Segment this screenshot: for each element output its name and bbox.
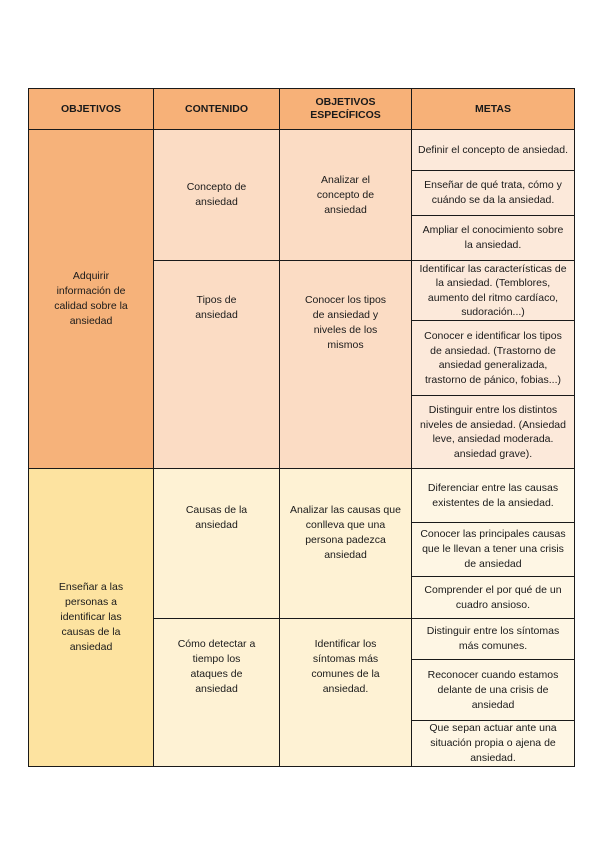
specific-objective-cell: Analizar las causas que conlleva que una persona padezca ansiedad xyxy=(279,468,412,619)
specific-objective-cell: Identificar los síntomas más comunes de la ansiedad. xyxy=(279,618,412,767)
goal-cell: Diferenciar entre las causas existentes de la ansiedad. xyxy=(411,468,575,523)
header-metas: METAS xyxy=(411,88,575,130)
goal-cell: Ampliar el conocimiento sobre la ansiedad. xyxy=(411,215,575,261)
header-objetivos-especificos: OBJETIVOS ESPECÍFICOS xyxy=(279,88,412,130)
content-cell: Causas de la ansiedad xyxy=(153,468,280,619)
objective-cell: Adquirir información de calidad sobre la ansiedad xyxy=(28,129,154,469)
content-cell: Tipos de ansiedad xyxy=(153,260,280,469)
goal-cell: Conocer e identificar los tipos de ansiedad. (Trastorno de ansiedad generalizada, trastorno de pánico, fobias...) xyxy=(411,320,575,396)
goal-cell: Distinguir entre los síntomas más comunes. xyxy=(411,618,575,660)
goal-cell: Conocer las principales causas que le llevan a tener una crisis de ansiedad xyxy=(411,522,575,577)
goal-cell: Definir el concepto de ansiedad. xyxy=(411,129,575,171)
goal-cell: Que sepan actuar ante una situación propia o ajena de ansiedad. xyxy=(411,720,575,767)
content-cell: Cómo detectar a tiempo los ataques de ansiedad xyxy=(153,618,280,767)
objective-cell: Enseñar a las personas a identificar las causas de la ansiedad xyxy=(28,468,154,767)
header-objetivos: OBJETIVOS xyxy=(28,88,154,130)
goal-cell: Reconocer cuando estamos delante de una crisis de ansiedad xyxy=(411,659,575,721)
content-cell: Concepto de ansiedad xyxy=(153,129,280,261)
header-contenido: CONTENIDO xyxy=(153,88,280,130)
goal-cell: Comprender el por qué de un cuadro ansioso. xyxy=(411,576,575,619)
goal-cell: Distinguir entre los distintos niveles de ansiedad. (Ansiedad leve, ansiedad moderada. ansiedad grave). xyxy=(411,395,575,469)
specific-objective-cell: Analizar el concepto de ansiedad xyxy=(279,129,412,261)
goal-cell: Identificar las características de la ansiedad. (Temblores, aumento del ritmo cardíaco, sudoración...) xyxy=(411,260,575,321)
specific-objective-cell: Conocer los tipos de ansiedad y niveles de los mismos xyxy=(279,260,412,469)
objectives-table xyxy=(28,88,575,767)
goal-cell: Enseñar de qué trata, cómo y cuándo se da la ansiedad. xyxy=(411,170,575,216)
